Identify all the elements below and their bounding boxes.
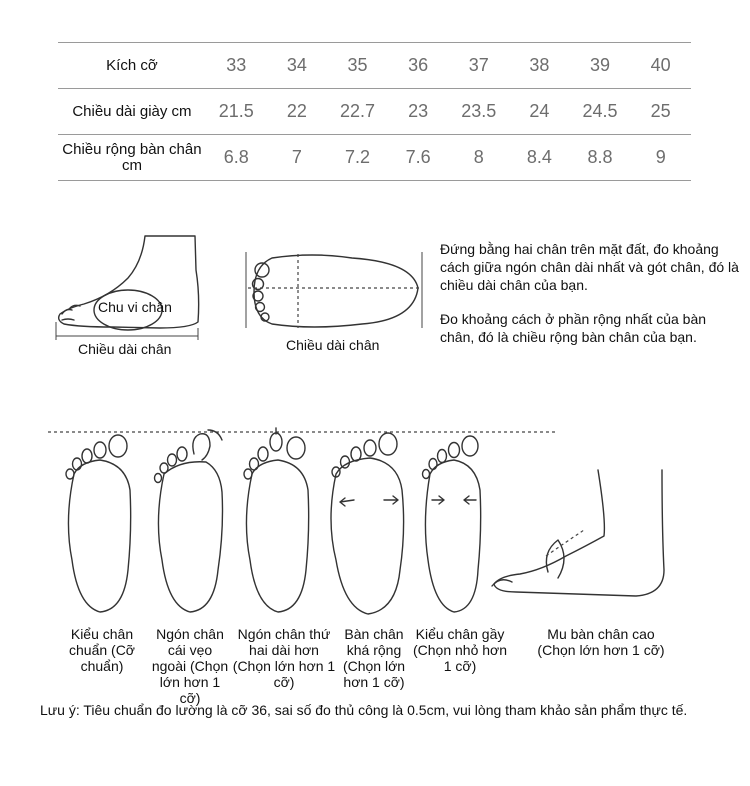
top-foot-icon <box>242 248 432 338</box>
table-cell: 33 <box>226 55 247 75</box>
side-foot-icon <box>50 230 210 340</box>
measurement-note: Lưu ý: Tiêu chuẩn đo lường là cỡ 36, sai số đo thủ công là 0.5cm, vui lòng tham khảo sản phẩm thực tế. <box>40 702 688 718</box>
table-cell: 8 <box>473 147 484 167</box>
table-cell: 39 <box>590 55 611 75</box>
high-instep-icon <box>486 460 676 610</box>
foot-types-section <box>0 420 750 706</box>
table-cell: 21.5 <box>218 101 254 121</box>
table-row-shoe-length <box>58 89 691 134</box>
table-cell: 6.8 <box>223 147 249 167</box>
table-cell: 35 <box>347 55 368 75</box>
measure-instructions <box>440 240 740 362</box>
long-second-toe-icon <box>238 424 318 620</box>
table-cell: 36 <box>408 55 429 75</box>
table-cell: 34 <box>286 55 307 75</box>
row-label: Chiều rộng bàn chân cm <box>62 140 202 174</box>
caption-narrow: Kiểu chân gầy (Chọn nhỏ hơn 1 cỡ) <box>412 626 508 674</box>
top-length-label: Chiều dài chân <box>286 337 380 353</box>
measure-section <box>0 220 750 370</box>
table-cell: 8.4 <box>526 147 552 167</box>
caption-long-second-toe: Ngón chân thứ hai dài hơn (Chọn lớn hơn 1 cỡ) <box>232 626 336 690</box>
narrow-foot-icon <box>414 430 494 620</box>
caption-wide: Bàn chân khá rộng (Chọn lớn hơn 1 cỡ) <box>342 626 406 690</box>
row-label: Chiều dài giày cm <box>72 102 192 120</box>
table-cell: 23.5 <box>461 101 497 121</box>
table-cell: 24 <box>529 101 550 121</box>
size-table <box>58 42 691 181</box>
table-rule-bottom <box>58 180 691 181</box>
table-cell: 23 <box>408 101 429 121</box>
table-cell: 40 <box>650 55 671 75</box>
instruction-length: Đứng bằng hai chân trên mặt đất, đo khoảng cách giữa ngón chân dài nhất và gót chân, đó là chiều dài chân của bạn. <box>440 241 739 293</box>
table-cell: 7.6 <box>405 147 431 167</box>
side-length-label: Chiều dài chân <box>78 341 172 357</box>
table-row-size <box>58 43 691 88</box>
table-cell: 22.7 <box>339 101 376 121</box>
caption-high-instep: Mu bàn chân cao (Chọn lớn hơn 1 cỡ) <box>537 626 665 658</box>
caption-bunion: Ngón chân cái vẹo ngoài (Chọn lớn hơn 1 cỡ) <box>151 626 229 706</box>
table-cell: 38 <box>529 55 550 75</box>
table-cell: 22 <box>286 101 307 121</box>
caption-standard: Kiểu chân chuẩn (Cỡ chuẩn) <box>69 626 135 674</box>
standard-foot-icon <box>60 430 140 620</box>
table-cell: 37 <box>468 55 489 75</box>
circumference-label: Chu vi chân <box>98 299 172 315</box>
table-cell: 7.2 <box>344 147 370 167</box>
table-cell: 7 <box>291 147 302 167</box>
wide-foot-icon <box>326 430 412 620</box>
bunion-foot-icon <box>150 422 230 620</box>
row-label: Kích cỡ <box>106 56 158 74</box>
table-cell: 25 <box>650 101 671 121</box>
instruction-width: Đo khoảng cách ở phần rộng nhất của bàn chân, đó là chiều rộng bàn chân của bạn. <box>440 311 707 345</box>
table-cell: 9 <box>655 147 666 167</box>
table-row-foot-width <box>58 135 691 180</box>
table-cell: 24.5 <box>582 101 618 121</box>
table-cell: 8.8 <box>587 147 613 167</box>
